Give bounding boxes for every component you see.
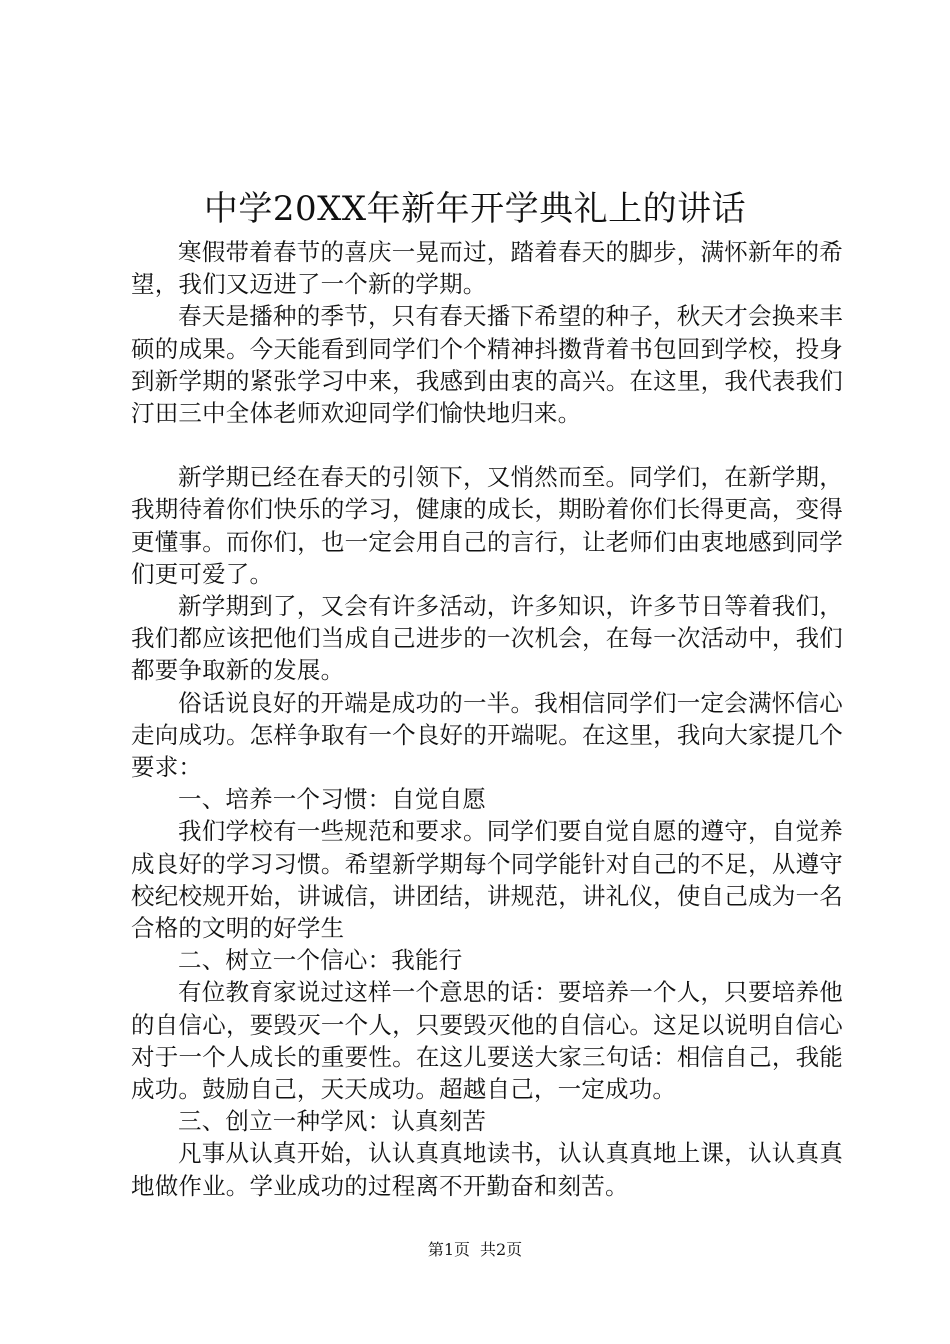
paragraph-study-style: 凡事从认真开始，认认真真地读书，认认真真地上课，认认真真地做作业。学业成功的过程离不开勤奋和刻苦。: [131, 1139, 843, 1200]
paragraph-spring: 春天是播种的季节，只有春天播下希望的种子，秋天才会换来丰硕的成果。今天能看到同学们个个精神抖擞背着书包回到学校，投身到新学期的紧张学习中来，我感到由衷的高兴。在这里，我代表我们汀田三中全体老师欢迎同学们愉快地归来。: [131, 302, 843, 428]
document-title: 中学20XX年新年开学典礼上的讲话: [203, 189, 747, 229]
page-footer: [0, 1240, 950, 1260]
document-body: [131, 236, 843, 1202]
paragraph-confidence: 有位教育家说过这样一个意思的话：要培养一个人，只要培养他的自信心，要毁灭一个人，只要毁灭他的自信心。这足以说明自信心对于一个人成长的重要性。在这儿要送大家三句话：相信自己，我能成功。鼓励自己，天天成功。超越自己，一定成功。: [131, 978, 843, 1104]
paragraph-activities: 新学期到了，又会有许多活动，许多知识，许多节日等着我们，我们都应该把他们当成自己进步的一次机会，在每一次活动中，我们都要争取新的发展。: [131, 592, 843, 685]
section-heading-study-style: 三、创立一种学风：认真刻苦: [178, 1107, 487, 1136]
paragraph-intro: 寒假带着春节的喜庆一晃而过，踏着春天的脚步，满怀新年的希望，我们又迈进了一个新的学期。: [131, 238, 843, 299]
section-heading-confidence: 二、树立一个信心：我能行: [178, 946, 463, 975]
paragraph-good-start: 俗话说良好的开端是成功的一半。我相信同学们一定会满怀信心走向成功。怎样争取有一个良好的开端呢。在这里，我向大家提几个要求：: [131, 688, 843, 782]
page-number: 第1页: [427, 1240, 470, 1259]
paragraph-habit: 我们学校有一些规范和要求。同学们要自觉自愿的遵守，自觉养成良好的学习习惯。希望新学期每个同学能针对自己的不足，从遵守校纪校规开始，讲诚信，讲团结，讲规范，讲礼仪，使自己成为一名合格的文明的好学生: [131, 817, 843, 943]
page-total: 共2页: [480, 1240, 523, 1259]
section-heading-habit: 一、培养一个习惯：自觉自愿: [178, 785, 487, 814]
paragraph-new-term: 新学期已经在春天的引领下，又悄然而至。同学们，在新学期，我期待着你们快乐的学习，健康的成长，期盼着你们长得更高，变得更懂事。而你们，也一定会用自己的言行，让老师们由衷地感到同学们更可爱了。: [131, 463, 843, 588]
